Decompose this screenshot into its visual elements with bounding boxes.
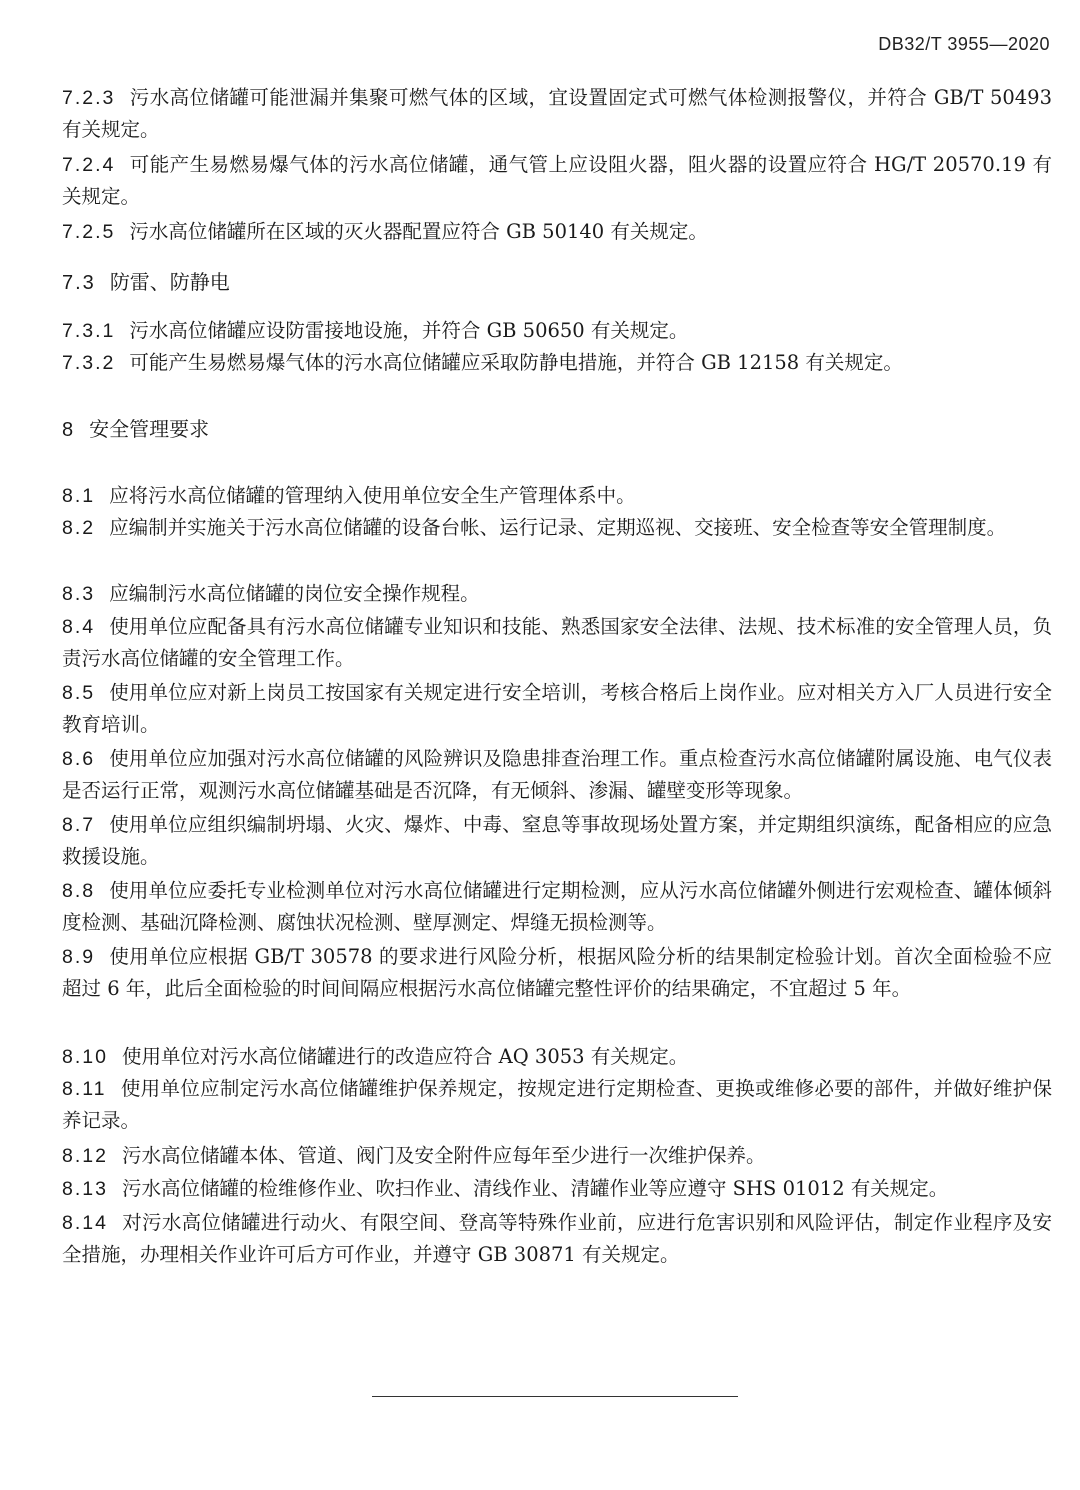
footer-rule — [372, 1396, 738, 1397]
clause-number: 8.6 — [62, 748, 96, 770]
clause-number: 8.12 — [62, 1145, 108, 1167]
clause-number: 8.5 — [62, 682, 96, 704]
clause-8-3 — [62, 578, 1052, 610]
clause-8-6 — [62, 743, 1052, 807]
section-heading-7-3 — [62, 266, 230, 299]
clause-7-2-3 — [62, 82, 1052, 146]
clause-text: 使用单位对污水高位储罐进行的改造应符合 AQ 3053 有关规定。 — [121, 1045, 689, 1068]
clause-text: 使用单位应加强对污水高位储罐的风险辨识及隐患排查治理工作。重点检查污水高位储罐附属设施、电气仪表是否运行正常，观测污水高位储罐基础是否沉降，有无倾斜、渗漏、罐壁变形等现象。 — [62, 747, 1052, 802]
clause-text: 使用单位应委托专业检测单位对污水高位储罐进行定期检测，应从污水高位储罐外侧进行宏观检查、罐体倾斜度检测、基础沉降检测、腐蚀状况检测、壁厚测定、焊缝无损检测等。 — [62, 879, 1052, 934]
clause-number: 8.7 — [62, 814, 96, 836]
clause-8-13 — [62, 1173, 1052, 1205]
clause-text: 应编制污水高位储罐的岗位安全操作规程。 — [109, 582, 480, 605]
clause-number: 7.2.3 — [62, 87, 116, 109]
clause-number: 7.3.2 — [62, 352, 116, 374]
clause-text: 对污水高位储罐进行动火、有限空间、登高等特殊作业前，应进行危害识别和风险评估，制定作业程序及安全措施，办理相关作业许可后方可作业，并遵守 GB 30871 有关规定。 — [62, 1211, 1052, 1266]
clause-number: 7.2.4 — [62, 154, 116, 176]
clause-number: 8.1 — [62, 485, 96, 507]
clause-text: 污水高位储罐所在区域的灭火器配置应符合 GB 50140 有关规定。 — [129, 220, 708, 243]
clause-text: 应将污水高位储罐的管理纳入使用单位安全生产管理体系中。 — [109, 484, 636, 507]
clause-text: 可能产生易燃易爆气体的污水高位储罐应采取防静电措施，并符合 GB 12158 有关规定。 — [129, 351, 903, 374]
clause-8-12 — [62, 1140, 1052, 1172]
clause-7-3-1 — [62, 315, 1052, 347]
clause-8-10 — [62, 1041, 1052, 1073]
clause-number: 8.9 — [62, 946, 96, 968]
clause-number: 8.3 — [62, 583, 96, 605]
clause-number: 8.13 — [62, 1178, 108, 1200]
clause-8-14 — [62, 1207, 1052, 1271]
section-title: 安全管理要求 — [89, 417, 210, 441]
clause-7-2-4 — [62, 149, 1052, 213]
clause-number: 8.11 — [62, 1078, 107, 1100]
clause-text: 污水高位储罐应设防雷接地设施，并符合 GB 50650 有关规定。 — [129, 319, 689, 342]
clause-8-5 — [62, 677, 1052, 741]
clause-text: 使用单位应对新上岗员工按国家有关规定进行安全培训，考核合格后上岗作业。应对相关方入厂人员进行安全教育培训。 — [62, 681, 1052, 736]
clause-8-7 — [62, 809, 1052, 873]
clause-8-4 — [62, 611, 1052, 675]
clause-number: 7.3.1 — [62, 320, 116, 342]
clause-7-3-2 — [62, 347, 1052, 379]
clause-8-9 — [62, 941, 1052, 1005]
clause-number: 8.4 — [62, 616, 96, 638]
section-title: 防雷、防静电 — [109, 270, 230, 294]
clause-number: 8.14 — [62, 1212, 108, 1234]
clause-7-2-5 — [62, 216, 1052, 248]
clause-number: 8.10 — [62, 1046, 108, 1068]
section-number: 8 — [62, 419, 76, 441]
clause-text: 应编制并实施关于污水高位储罐的设备台帐、运行记录、定期巡视、交接班、安全检查等安全管理制度。 — [109, 516, 1007, 539]
clause-8-8 — [62, 875, 1052, 939]
section-heading-8 — [62, 413, 209, 446]
clause-8-1 — [62, 480, 1052, 512]
document-code: DB32/T 3955—2020 — [878, 34, 1050, 54]
clause-text: 使用单位应配备具有污水高位储罐专业知识和技能、熟悉国家安全法律、法规、技术标准的安全管理人员，负责污水高位储罐的安全管理工作。 — [62, 615, 1052, 670]
clause-text: 可能产生易燃易爆气体的污水高位储罐，通气管上应设阻火器，阻火器的设置应符合 HG/T 20570.19 有关规定。 — [62, 153, 1052, 208]
clause-text: 污水高位储罐本体、管道、阀门及安全附件应每年至少进行一次维护保养。 — [121, 1144, 766, 1167]
clause-text: 污水高位储罐可能泄漏并集聚可燃气体的区域，宜设置固定式可燃气体检测报警仪，并符合 GB/T 50493 有关规定。 — [62, 86, 1052, 141]
clause-text: 使用单位应根据 GB/T 30578 的要求进行风险分析，根据风险分析的结果制定检验计划。首次全面检验不应超过 6 年，此后全面检验的时间间隔应根据污水高位储罐完整性评价的结果确定，不宜超过 5 年。 — [62, 945, 1052, 1000]
clause-number: 7.2.5 — [62, 221, 116, 243]
clause-text: 使用单位应制定污水高位储罐维护保养规定，按规定进行定期检查、更换或维修必要的部件，并做好维护保养记录。 — [62, 1077, 1052, 1132]
section-number: 7.3 — [62, 272, 96, 294]
clause-8-2 — [62, 512, 1052, 544]
clause-text: 污水高位储罐的检维修作业、吹扫作业、清线作业、清罐作业等应遵守 SHS 01012 有关规定。 — [121, 1177, 949, 1200]
clause-number: 8.2 — [62, 517, 96, 539]
clause-text: 使用单位应组织编制坍塌、火灾、爆炸、中毒、窒息等事故现场处置方案，并定期组织演练，配备相应的应急救援设施。 — [62, 813, 1052, 868]
clause-number: 8.8 — [62, 880, 96, 902]
clause-8-11 — [62, 1073, 1052, 1137]
